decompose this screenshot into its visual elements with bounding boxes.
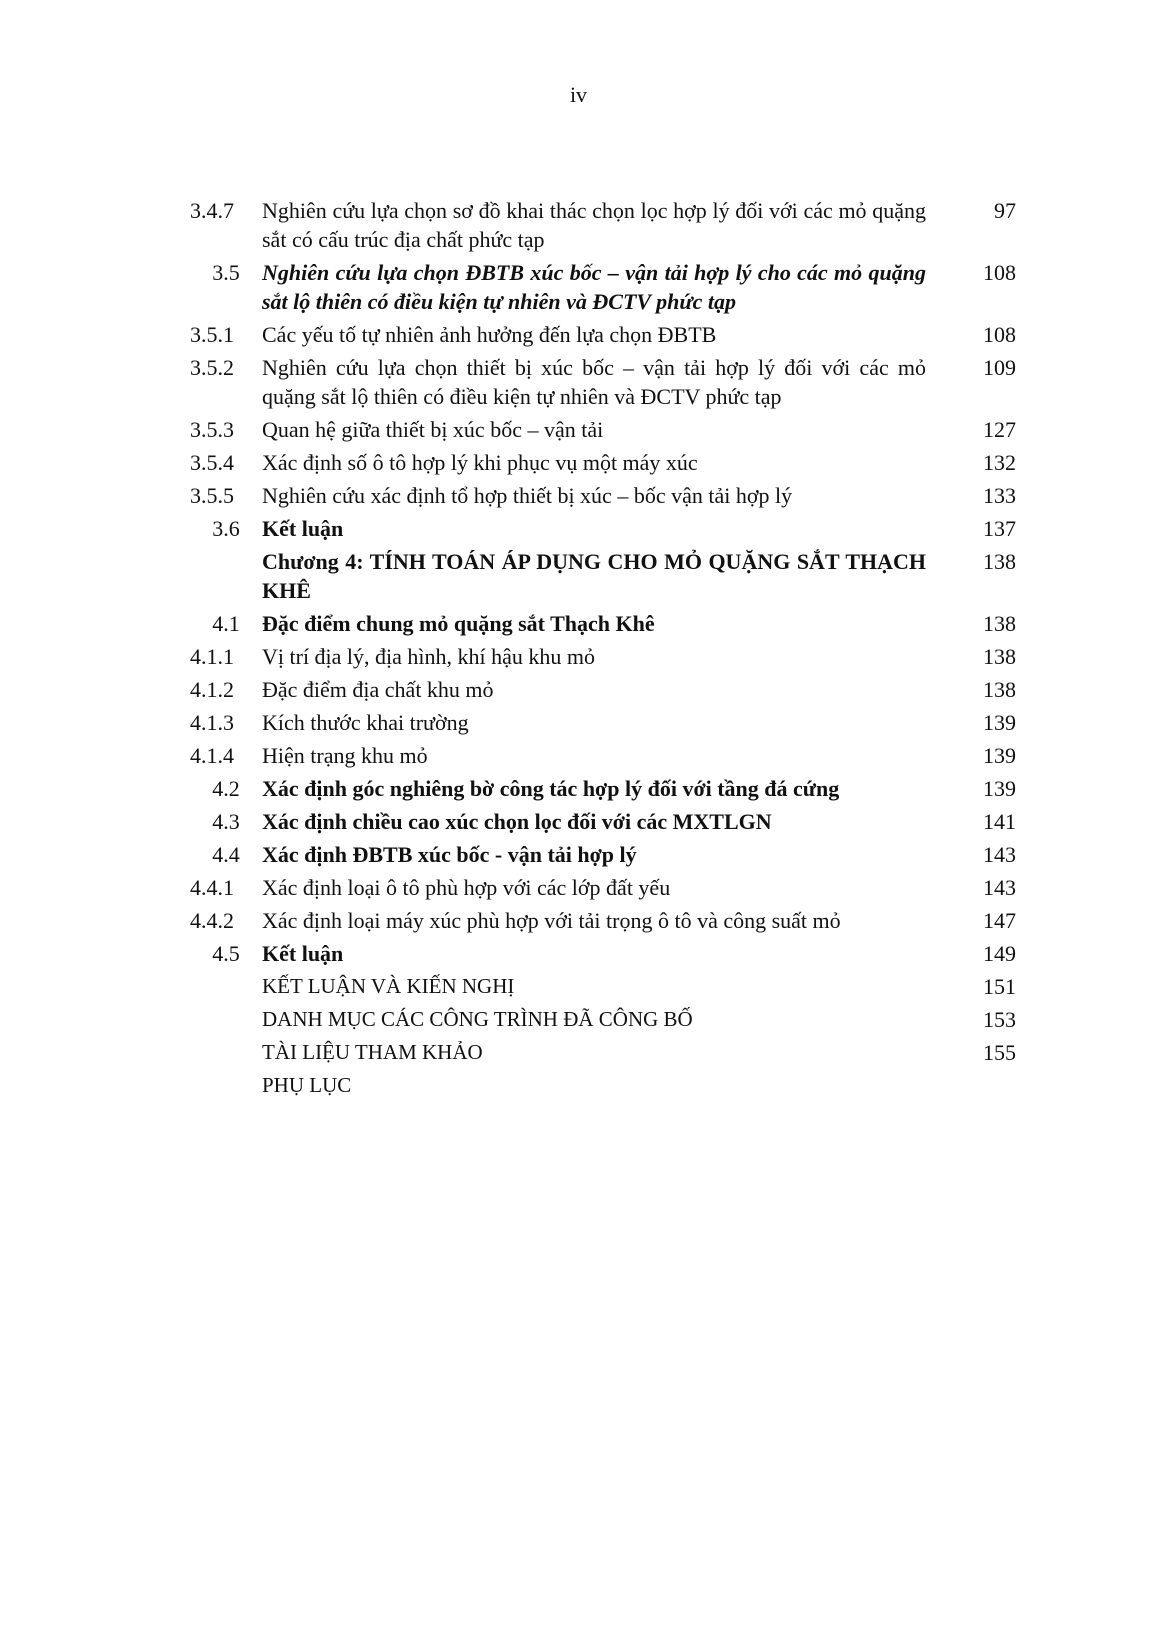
toc-section-number: 3.5.1 (190, 322, 234, 347)
toc-page-number: 133 (983, 483, 1016, 508)
toc-page-number: 137 (983, 516, 1016, 541)
toc-row (190, 448, 1016, 477)
toc-section-number: 4.3 (212, 809, 240, 834)
toc-entry-title: Các yếu tố tự nhiên ảnh hưởng đến lựa chọn ĐBTB (262, 322, 717, 347)
toc-page-number: 127 (983, 417, 1016, 442)
toc-page-number: 143 (983, 842, 1016, 867)
toc-section-number: 4.1.4 (190, 743, 234, 768)
toc-row (190, 873, 1016, 902)
toc-page-number: 138 (983, 644, 1016, 669)
toc-page-number: 155 (983, 1040, 1016, 1065)
toc-section-number: 4.4.2 (190, 908, 234, 933)
toc-section-number: 3.5.4 (190, 450, 234, 475)
toc-page-number: 139 (983, 776, 1016, 801)
toc-entry-title: Xác định số ô tô hợp lý khi phục vụ một máy xúc (262, 450, 698, 475)
toc-row (190, 415, 1016, 444)
toc-entry-title: Xác định loại ô tô phù hợp với các lớp đất yếu (262, 875, 671, 900)
table-of-contents (190, 196, 1016, 1104)
toc-entry-title: DANH MỤC CÁC CÔNG TRÌNH ĐÃ CÔNG BỐ (262, 1007, 693, 1031)
toc-entry-title: Đặc điểm chung mỏ quặng sắt Thạch Khê (262, 611, 655, 636)
toc-page-number: 147 (983, 908, 1016, 933)
toc-page-number: 132 (983, 450, 1016, 475)
toc-row (190, 906, 1016, 935)
toc-section-number: 3.5 (212, 260, 240, 285)
toc-entry-title: Xác định góc nghiêng bờ công tác hợp lý đối với tầng đá cứng (262, 776, 840, 801)
toc-page-number: 139 (983, 743, 1016, 768)
toc-row (190, 972, 1016, 1001)
toc-row (190, 1071, 1016, 1100)
toc-section-number: 4.5 (212, 941, 240, 966)
toc-entry-title: Kết luận (262, 941, 344, 966)
toc-entry-title: Nghiên cứu xác định tổ hợp thiết bị xúc – bốc vận tải hợp lý (262, 483, 793, 508)
toc-entry-title: Chương 4: TÍNH TOÁN ÁP DỤNG CHO MỎ QUẶNG SẮT THẠCH KHÊ (262, 549, 926, 603)
toc-row-chapter-heading (190, 547, 1016, 605)
toc-entry-title: Kết luận (262, 516, 344, 541)
toc-row (190, 353, 1016, 411)
toc-entry-title: Hiện trạng khu mỏ (262, 743, 428, 768)
toc-row (190, 939, 1016, 968)
toc-row (190, 1005, 1016, 1034)
toc-row (190, 675, 1016, 704)
toc-section-number: 4.1.3 (190, 710, 234, 735)
toc-row (190, 807, 1016, 836)
toc-page-number: 108 (983, 260, 1016, 285)
toc-row (190, 481, 1016, 510)
toc-section-number: 4.1.1 (190, 644, 234, 669)
toc-page-number: 143 (983, 875, 1016, 900)
toc-row (190, 708, 1016, 737)
toc-row (190, 840, 1016, 869)
toc-row (190, 741, 1016, 770)
toc-entry-title: Nghiên cứu lựa chọn thiết bị xúc bốc – vận tải hợp lý đối với các mỏ quặng sắt lộ thiên có điều kiện tự nhiên và ĐCTV phức tạp (262, 355, 926, 409)
toc-section-number: 4.2 (212, 776, 240, 801)
toc-page-number: 151 (983, 974, 1016, 999)
toc-entry-title: KẾT LUẬN VÀ KIẾN NGHỊ (262, 974, 515, 998)
toc-entry-title: TÀI LIỆU THAM KHẢO (262, 1040, 483, 1064)
toc-entry-title: Vị trí địa lý, địa hình, khí hậu khu mỏ (262, 644, 596, 669)
toc-page-number: 108 (983, 322, 1016, 347)
toc-row (190, 642, 1016, 671)
toc-row (190, 1038, 1016, 1067)
toc-row (190, 320, 1016, 349)
toc-page-number: 153 (983, 1007, 1016, 1032)
toc-row (190, 609, 1016, 638)
toc-entry-title: PHỤ LỤC (262, 1073, 352, 1097)
page-number: iv (569, 82, 588, 107)
toc-page-number: 138 (983, 549, 1016, 574)
toc-page-number: 97 (994, 198, 1016, 223)
toc-section-number: 4.1 (212, 611, 240, 636)
toc-section-number: 3.5.3 (190, 417, 234, 442)
toc-page-number: 149 (983, 941, 1016, 966)
toc-page-number: 141 (983, 809, 1016, 834)
toc-entry-title: Kích thước khai trường (262, 710, 469, 735)
toc-entry-title: Nghiên cứu lựa chọn sơ đồ khai thác chọn lọc hợp lý đối với các mỏ quặng sắt có cấu trúc địa chất phức tạp (262, 198, 926, 252)
toc-section-number: 3.5.2 (190, 355, 234, 380)
toc-row (190, 514, 1016, 543)
toc-page-number: 139 (983, 710, 1016, 735)
toc-page-number: 138 (983, 677, 1016, 702)
toc-row (190, 196, 1016, 254)
toc-page-number: 138 (983, 611, 1016, 636)
toc-entry-title: Xác định chiều cao xúc chọn lọc đối với các MXTLGN (262, 809, 772, 834)
toc-section-number: 3.5.5 (190, 483, 234, 508)
toc-section-number: 4.4 (212, 842, 240, 867)
toc-entry-title: Xác định loại máy xúc phù hợp với tải trọng ô tô và công suất mỏ (262, 908, 841, 933)
toc-section-number: 3.4.7 (190, 198, 234, 223)
toc-entry-title: Nghiên cứu lựa chọn ĐBTB xúc bốc – vận tải hợp lý cho các mỏ quặng sắt lộ thiên có điều kiện tự nhiên và ĐCTV phức tạp (262, 260, 926, 314)
toc-entry-title: Quan hệ giữa thiết bị xúc bốc – vận tải (262, 417, 604, 442)
toc-section-number: 3.6 (212, 516, 240, 541)
toc-page-number: 109 (983, 355, 1016, 380)
toc-row (190, 774, 1016, 803)
toc-section-number: 4.4.1 (190, 875, 234, 900)
toc-row (190, 258, 1016, 316)
toc-entry-title: Đặc điểm địa chất khu mỏ (262, 677, 494, 702)
toc-section-number: 4.1.2 (190, 677, 234, 702)
toc-entry-title: Xác định ĐBTB xúc bốc - vận tải hợp lý (262, 842, 637, 867)
